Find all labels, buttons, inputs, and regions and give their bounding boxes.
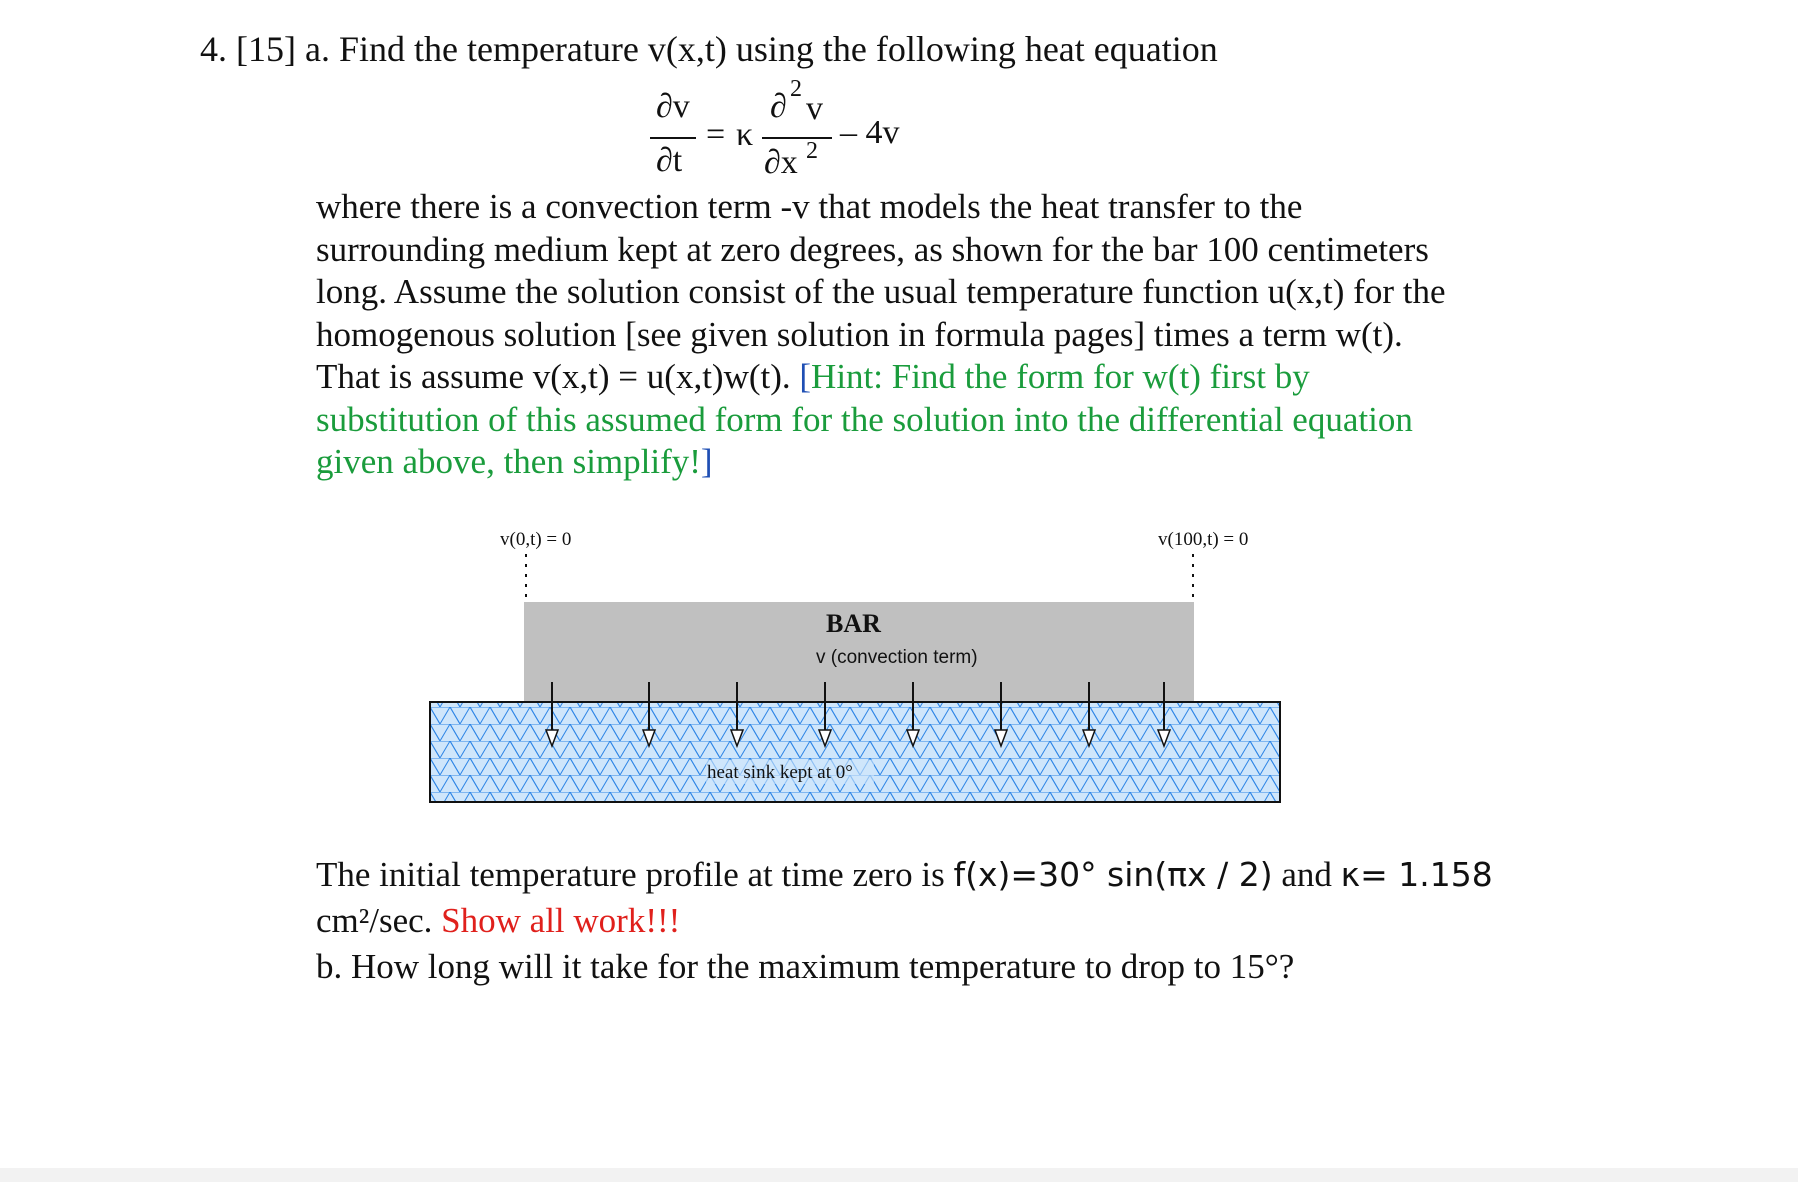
kappa-value: κ= 1.158 (1340, 855, 1493, 894)
part-b-question: b. How long will it take for the maximum temperature to drop to 15°? (316, 947, 1295, 986)
convection-label: v (convection term) (816, 647, 978, 668)
hint-line: substitution of this assumed form for the solution into the differential equation (316, 399, 1413, 439)
rhs-numerator-exponent: 2 (790, 76, 802, 102)
kappa-units: cm²/sec. (316, 901, 442, 940)
rhs-fraction-bar (762, 137, 832, 139)
question-header: 4. [15] a. Find the temperature v(x,t) using the following heat equation (200, 29, 1218, 69)
rhs-denominator-exponent: 2 (806, 138, 818, 164)
convection-term: – 4v (840, 114, 900, 151)
initial-condition-formula: f(x)=30° sin(πx / 2) (953, 855, 1273, 894)
hint-line (316, 441, 1616, 484)
rhs-denominator: ∂x (764, 144, 798, 181)
hint-close-bracket: ] (700, 442, 713, 481)
hint-text: Hint: Find the form for w(t) first by (811, 357, 1310, 396)
conjunction-text: and (1272, 855, 1341, 894)
bar-diagram (420, 520, 1300, 810)
heat-sink (430, 702, 1280, 802)
rhs-numerator-partial: ∂ (770, 88, 787, 125)
rhs-numerator-var: v (806, 90, 823, 127)
heat-sink-label: heat sink kept at 0° (707, 762, 853, 783)
equals-sign: = (706, 116, 726, 153)
paragraph-line: long. Assume the solution consist of the usual temperature function u(x,t) for the (316, 272, 1446, 311)
show-work-instruction: Show all work!!! (441, 901, 681, 940)
kappa-symbol: κ (736, 116, 754, 153)
page-bottom-edge (0, 1168, 1798, 1182)
problem-conditions (316, 852, 1493, 990)
initial-condition-text: The initial temperature profile at time zero is (316, 855, 954, 894)
units-line (316, 898, 1493, 944)
bar-label: BAR (826, 609, 881, 638)
left-boundary-condition: v(0,t) = 0 (500, 529, 572, 550)
paragraph-line: homogenous solution [see given solution in formula pages] times a term w(t). (316, 314, 1403, 354)
lhs-fraction-bar (650, 137, 696, 139)
lhs-numerator: ∂v (656, 88, 690, 125)
paragraph-line (316, 356, 1616, 399)
problem-paragraph (316, 186, 1616, 484)
paragraph-line: surrounding medium kept at zero degrees, as shown for the bar 100 centimeters (316, 229, 1429, 269)
assumption-text: That is assume v(x,t) = u(x,t)w(t). (316, 357, 800, 396)
right-boundary-condition: v(100,t) = 0 (1158, 529, 1249, 550)
lhs-denominator: ∂t (656, 142, 683, 179)
hint-open-bracket: [ (799, 357, 812, 396)
initial-condition-line (316, 852, 1493, 898)
paragraph-line: where there is a convection term -v that models the heat transfer to the (316, 187, 1303, 226)
hint-text: given above, then simplify! (316, 442, 701, 481)
